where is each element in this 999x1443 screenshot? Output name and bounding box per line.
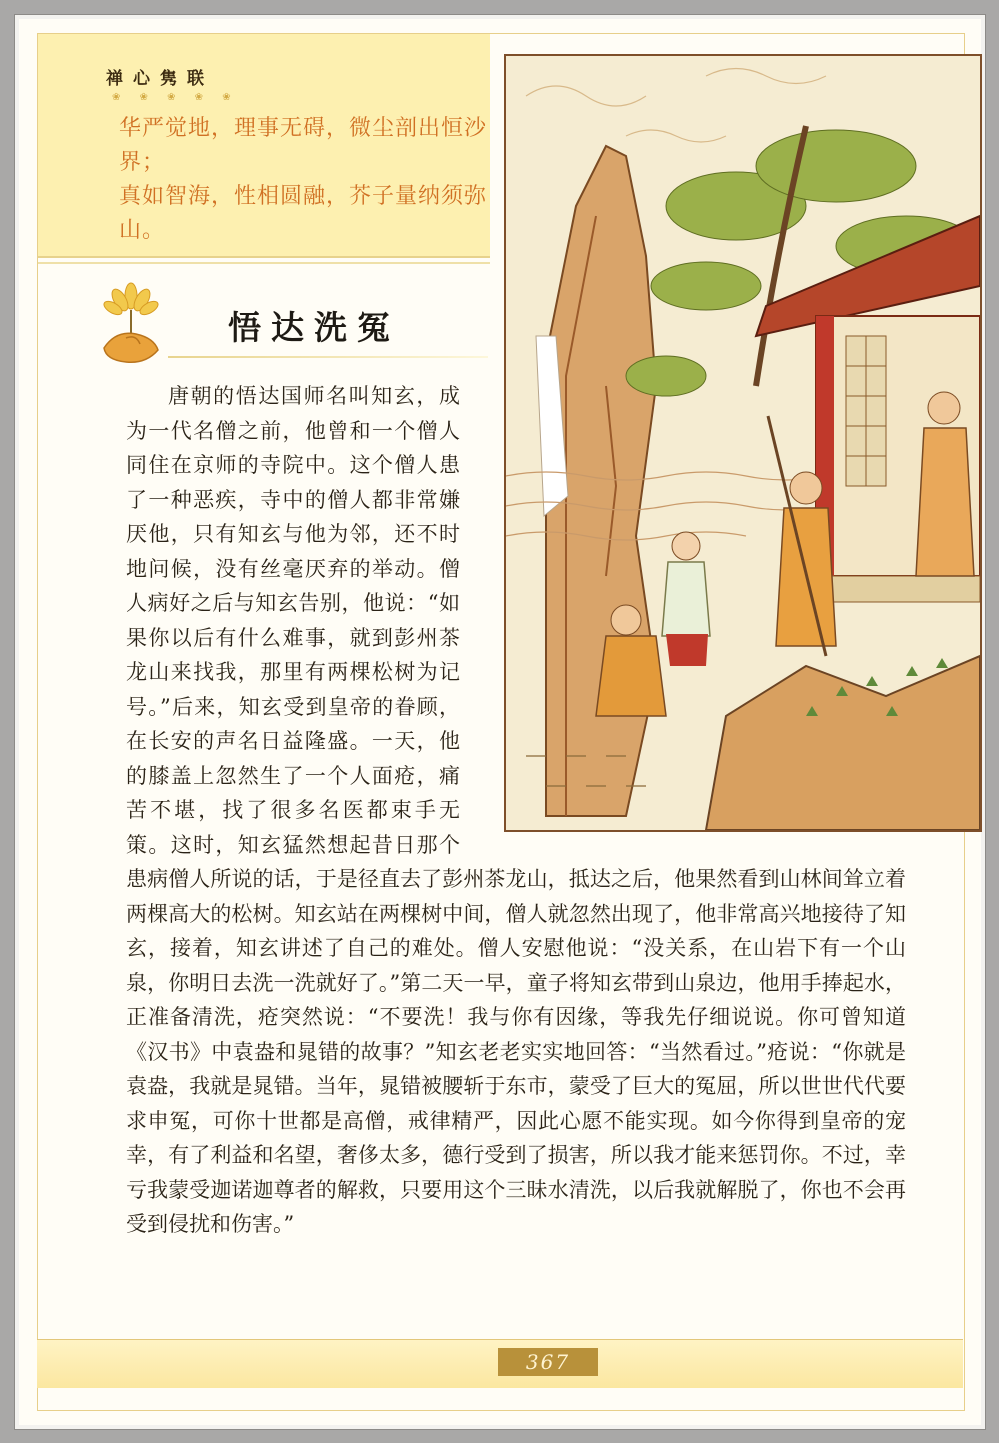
article-title: 悟达洗冤 [228, 308, 400, 347]
illustration-wrap-space [460, 379, 906, 837]
couplet [119, 112, 489, 248]
section-title: 禅心隽联 [106, 69, 214, 89]
couplet-line-2: 真如智海，性相圆融，芥子量纳须弥山。 [119, 184, 488, 243]
title-underline [168, 356, 488, 358]
page-number: 367 [498, 1348, 598, 1376]
article-title-row [78, 278, 498, 368]
book-page [14, 14, 986, 1430]
couplet-band [38, 34, 490, 258]
lotus-hand-icon [96, 278, 166, 368]
couplet-line-1: 华严觉地，理事无碍，微尘剖出恒沙界； [119, 116, 488, 175]
article-body [126, 379, 906, 1242]
article-paragraph: 唐朝的悟达国师名叫知玄，成为一代名僧之前，他曾和一个僧人同住在京师的寺院中。这个僧人患了一种恶疾，寺中的僧人都非常嫌厌他，只有知玄与他为邻，还不时地问候，没有丝毫厌弃的举动。僧人病好之后与知玄告别，他说：“如果你以后有什么难事，就到彭州茶龙山来找我，那里有两棵松树为记号。”后来，知玄受到皇帝的眷顾，在长安的声名日益隆盛。一天，他的膝盖上忽然生了一个人面疮，痛苦不堪，找了很多名医都束手无策。这时，知玄猛然想起昔日那个患病僧人所说的话，于是径直去了彭州茶龙山，抵达之后，他果然看到山林间耸立着两棵高大的松树。知玄站在两棵树中间，僧人就忽然出现了，他非常高兴地接待了知玄，接着，知玄讲述了自己的难处。僧人安慰他说：“没关系，在山岩下有一个山泉，你明日去洗一洗就好了。”第二天一早，童子将知玄带到山泉边，他用手捧起水，正准备清洗，疮突然说：“不要洗！我与你有因缘，等我先仔细说说。你可曾知道《汉书》中袁盎和晁错的故事？”知玄老老实实地回答：“当然看过。”疮说：“你就是袁盎，我就是晁错。当年，晁错被腰斩于东市，蒙受了巨大的冤屈，所以世世代代要求申冤，可你十世都是高僧，戒律精严，因此心愿不能实现。如今你得到皇帝的宠幸，有了利益和名望，奢侈太多，德行受到了损害，所以我才能来惩罚你。不过，幸亏我蒙受迦诺迦尊者的解救，只要用这个三昧水清洗，以后我就解脱了，你也不会再受到侵扰和伤害。” [126, 384, 906, 1236]
lotus-ornament-row: ❀ ❀ ❀ ❀ ❀ [112, 92, 239, 103]
